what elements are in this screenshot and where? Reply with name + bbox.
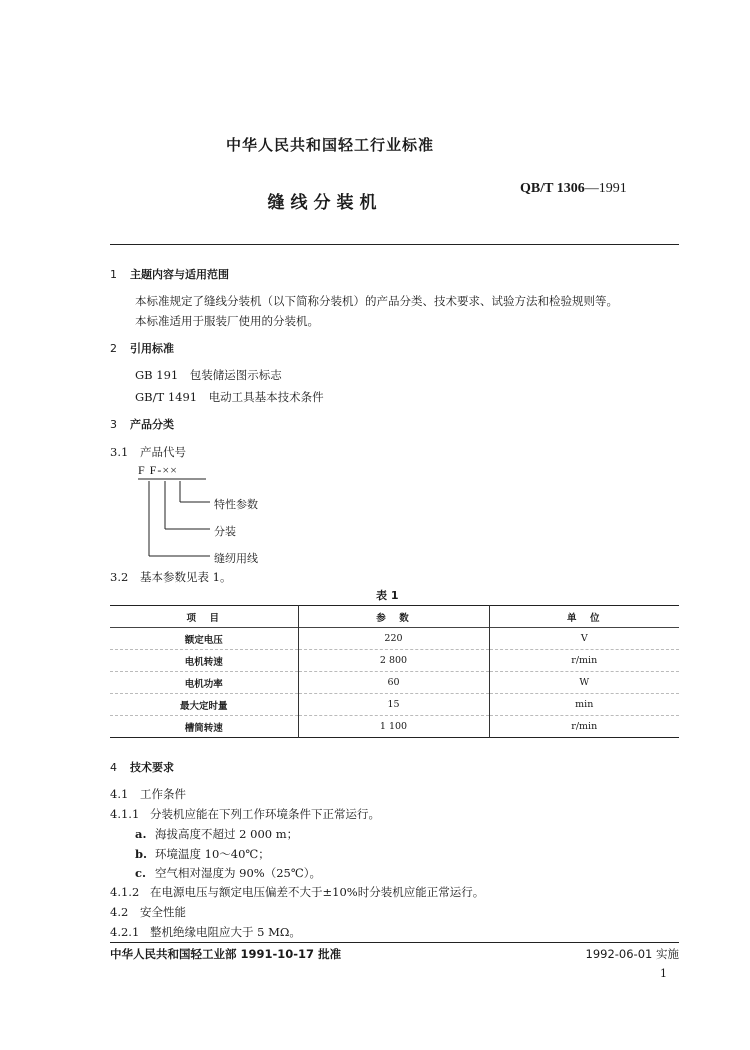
cell-value: 60 bbox=[298, 672, 489, 694]
column-header-unit: 单 位 bbox=[489, 606, 679, 628]
cell-value: 15 bbox=[298, 694, 489, 716]
subsection-number: 3.1 bbox=[110, 445, 129, 459]
cell-value: 220 bbox=[298, 628, 489, 650]
subsection-number: 4.2.1 bbox=[110, 925, 140, 939]
approval-line: 中华人民共和国轻工业部 1991-10-17 批准 bbox=[110, 947, 342, 961]
product-code: F F-×× bbox=[138, 463, 178, 477]
section-2-heading bbox=[110, 340, 174, 356]
cell-unit: r/min bbox=[489, 650, 679, 672]
cell-unit: V bbox=[489, 628, 679, 650]
standard-code bbox=[520, 181, 627, 197]
condition-item-a bbox=[135, 826, 298, 842]
cell-value: 2 800 bbox=[298, 650, 489, 672]
subsection-3-1 bbox=[110, 444, 186, 460]
standard-category: 中华人民共和国轻工行业标准 bbox=[225, 136, 434, 154]
reference-1: GB 191 包装储运图示标志 bbox=[135, 368, 282, 382]
subsection-text: 安全性能 bbox=[140, 905, 186, 919]
subsection-4-2 bbox=[110, 904, 186, 920]
section-number: 4 bbox=[110, 761, 117, 774]
section-1-paragraph-1: 本标准规定了缝线分装机（以下简称分装机）的产品分类、技术要求、试验方法和检验规则等。 bbox=[135, 294, 618, 308]
cell-item: 电机转速 bbox=[184, 656, 223, 668]
parameter-table bbox=[110, 605, 679, 738]
cell-item: 最大定时量 bbox=[179, 700, 228, 712]
section-title: 主题内容与适用范围 bbox=[130, 268, 229, 281]
section-1-paragraph-2: 本标准适用于服装厂使用的分装机。 bbox=[135, 314, 319, 328]
cell-unit: min bbox=[489, 694, 679, 716]
label-packaging: 分装 bbox=[214, 525, 236, 538]
item-label: a. bbox=[135, 827, 147, 841]
section-number: 2 bbox=[110, 342, 117, 355]
cell-item: 电机功率 bbox=[184, 678, 223, 690]
cell-item: 额定电压 bbox=[184, 634, 223, 646]
condition-item-b bbox=[135, 846, 270, 862]
implementation-date: 1992-06-01 实施 bbox=[585, 947, 679, 961]
item-label: b. bbox=[135, 847, 148, 861]
reference-2: GB/T 1491 电动工具基本技术条件 bbox=[135, 390, 324, 404]
subsection-text: 工作条件 bbox=[140, 787, 186, 801]
item-text: 环境温度 10～40℃； bbox=[155, 847, 270, 861]
cell-unit: r/min bbox=[489, 716, 679, 738]
footer-rule bbox=[110, 942, 679, 943]
subsection-4-1-2 bbox=[110, 884, 484, 900]
subsection-4-1-1 bbox=[110, 806, 380, 822]
section-4-heading bbox=[110, 759, 174, 775]
cell-value: 1 100 bbox=[298, 716, 489, 738]
label-sewing-thread: 缝纫用线 bbox=[214, 552, 258, 565]
cell-item: 槽筒转速 bbox=[184, 722, 223, 734]
subsection-4-2-1 bbox=[110, 924, 301, 940]
column-header-item: 项 目 bbox=[186, 612, 221, 624]
section-title: 技术要求 bbox=[130, 761, 174, 774]
section-number: 1 bbox=[110, 268, 117, 281]
table-row bbox=[110, 672, 679, 694]
subsection-number: 4.1.1 bbox=[110, 807, 140, 821]
item-text: 空气相对湿度为 90%（25℃）。 bbox=[155, 866, 321, 880]
section-1-heading bbox=[110, 266, 229, 282]
subsection-4-1 bbox=[110, 786, 186, 802]
table-row bbox=[110, 694, 679, 716]
condition-item-c bbox=[135, 865, 321, 881]
subsection-number: 4.1.2 bbox=[110, 885, 140, 899]
item-text: 海拔高度不超过 2 000 m； bbox=[155, 827, 299, 841]
column-header-value: 参 数 bbox=[298, 606, 489, 628]
table-row bbox=[110, 650, 679, 672]
product-code-diagram bbox=[138, 463, 298, 563]
subsection-3-2 bbox=[110, 569, 231, 585]
page-number: 1 bbox=[660, 967, 667, 980]
standard-code-number: QB/T 1306 bbox=[520, 181, 585, 196]
cell-unit: W bbox=[489, 672, 679, 694]
section-title: 引用标准 bbox=[130, 342, 174, 355]
subsection-number: 4.2 bbox=[110, 905, 129, 919]
subsection-text: 分装机应能在下列工作环境条件下正常运行。 bbox=[150, 807, 380, 821]
table-row bbox=[110, 716, 679, 738]
label-characteristic-parameter: 特性参数 bbox=[214, 498, 258, 511]
header-rule bbox=[110, 244, 679, 245]
subsection-text: 在电源电压与额定电压偏差不大于±10%时分装机应能正常运行。 bbox=[150, 885, 485, 899]
subsection-text: 基本参数见表 1。 bbox=[140, 570, 232, 584]
section-number: 3 bbox=[110, 418, 117, 431]
section-3-heading bbox=[110, 416, 174, 432]
subsection-number: 3.2 bbox=[110, 570, 129, 584]
table-caption: 表 1 bbox=[376, 589, 399, 602]
standard-code-year: —1991 bbox=[584, 181, 627, 196]
section-title: 产品分类 bbox=[130, 418, 174, 431]
table-row bbox=[110, 628, 679, 650]
subsection-text: 整机绝缘电阻应大于 5 MΩ。 bbox=[150, 925, 301, 939]
item-label: c. bbox=[135, 866, 147, 880]
document-title: 缝线分装机 bbox=[267, 193, 383, 213]
subsection-text: 产品代号 bbox=[140, 445, 186, 459]
table-header-row bbox=[110, 606, 679, 628]
subsection-number: 4.1 bbox=[110, 787, 129, 801]
product-code-leader-lines bbox=[138, 463, 298, 563]
